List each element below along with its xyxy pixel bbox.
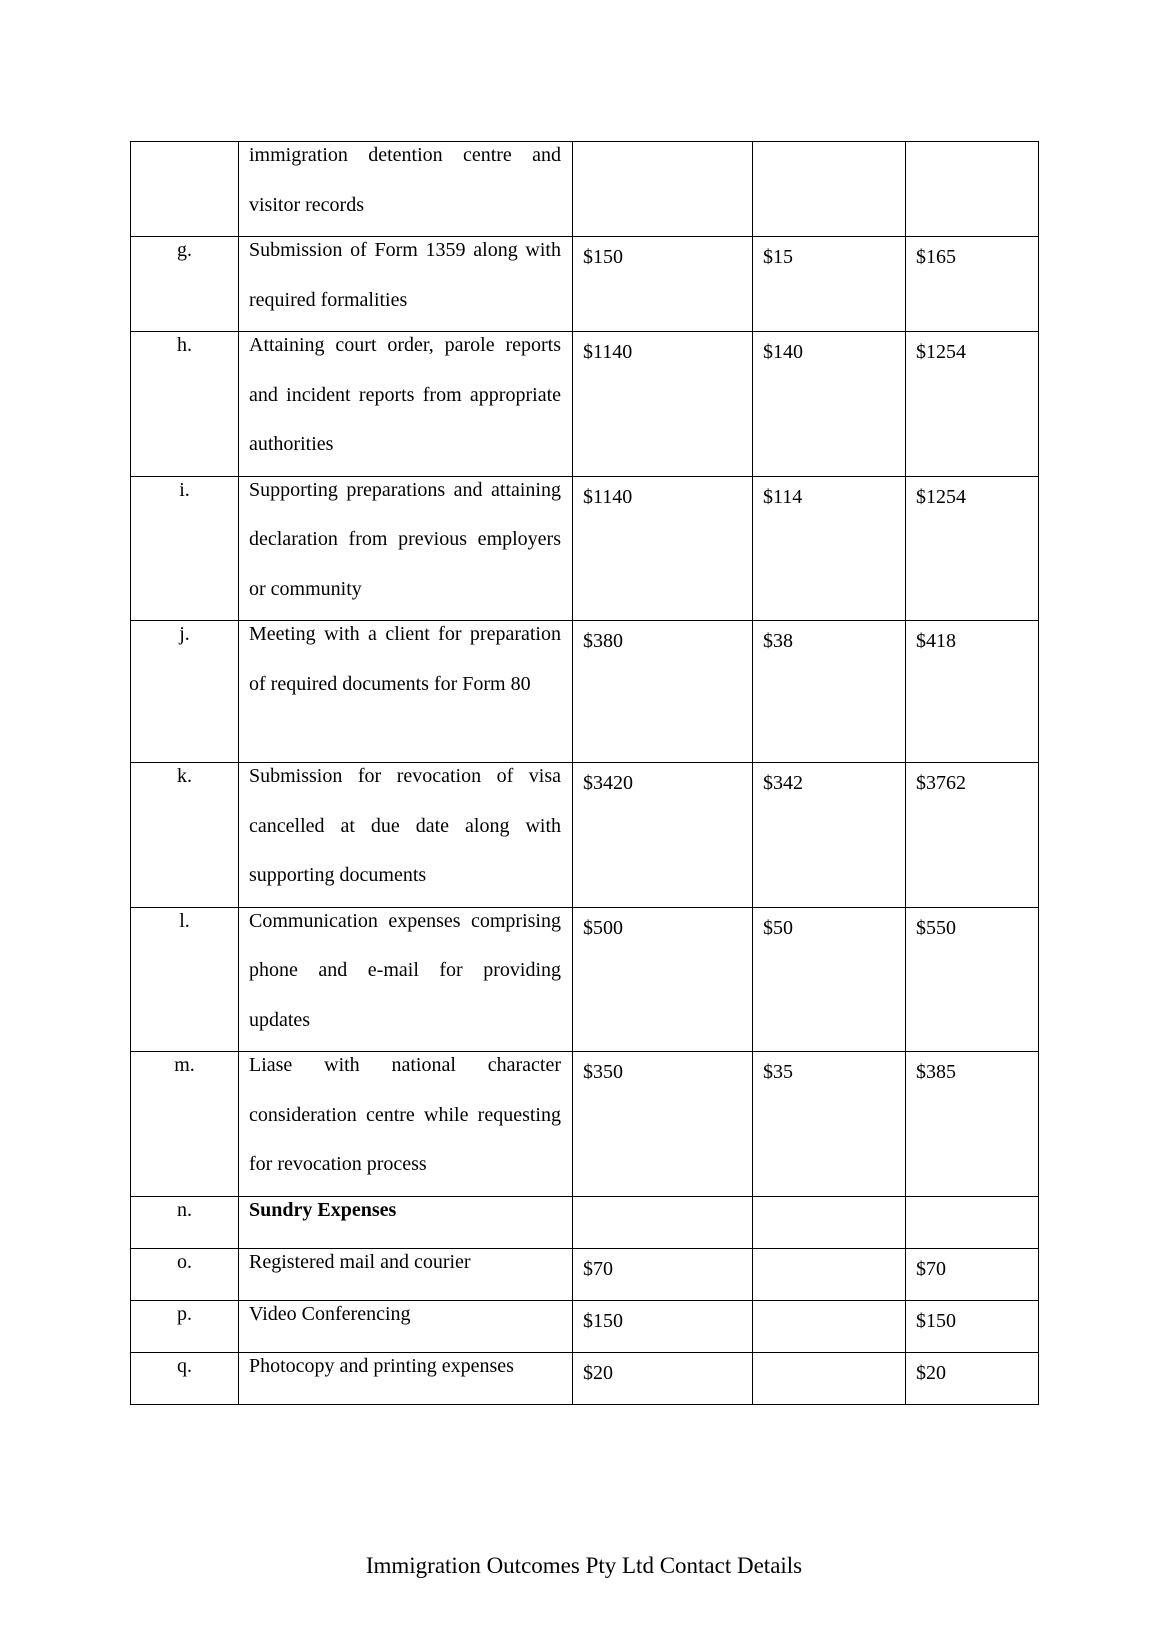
row-description-cell-text: Submission of Form 1359 along with required formalities bbox=[249, 239, 561, 311]
table-row bbox=[131, 237, 1039, 332]
row-total-cell bbox=[906, 907, 1039, 1052]
row-total-cell-text: $1254 bbox=[916, 485, 966, 508]
row-description-cell bbox=[239, 763, 573, 908]
row-id-cell bbox=[131, 763, 239, 908]
row-fee-cell bbox=[573, 763, 753, 908]
row-fee-cell bbox=[573, 1196, 753, 1248]
row-gst-cell bbox=[753, 1196, 906, 1248]
row-description-cell-text: Attaining court order, parole reports and incident reports from appropriate authorities bbox=[249, 334, 561, 455]
row-total-cell bbox=[906, 621, 1039, 763]
row-gst-cell bbox=[753, 1052, 906, 1197]
row-total-cell-text: $418 bbox=[916, 630, 956, 652]
row-total-cell bbox=[906, 1300, 1039, 1352]
row-total-cell bbox=[906, 763, 1039, 908]
row-description-cell bbox=[239, 621, 573, 763]
row-gst-cell bbox=[753, 476, 906, 621]
row-fee-cell-text: $380 bbox=[583, 630, 623, 652]
row-id-cell bbox=[131, 621, 239, 763]
row-id-cell bbox=[131, 1052, 239, 1197]
row-total-cell bbox=[906, 332, 1039, 477]
row-id-cell bbox=[131, 1352, 239, 1404]
row-total-cell-text: $20 bbox=[916, 1361, 946, 1384]
fee-table-body bbox=[131, 142, 1039, 1405]
row-gst-cell bbox=[753, 142, 906, 237]
row-id-cell-text: g. bbox=[177, 239, 192, 261]
row-id-cell bbox=[131, 142, 239, 237]
row-total-cell-text: $150 bbox=[916, 1309, 956, 1332]
row-gst-cell bbox=[753, 907, 906, 1052]
row-gst-cell-text: $38 bbox=[763, 630, 793, 652]
row-gst-cell bbox=[753, 621, 906, 763]
row-description-cell bbox=[239, 142, 573, 237]
row-description-cell-text: Liase with national character consideration centre while requesting for revocation process bbox=[249, 1054, 561, 1175]
row-gst-cell bbox=[753, 1300, 906, 1352]
row-fee-cell-text: $1140 bbox=[583, 341, 633, 363]
row-description-cell bbox=[239, 332, 573, 477]
row-fee-cell bbox=[573, 237, 753, 332]
row-description-cell-text: immigration detention centre and visitor records bbox=[249, 144, 561, 216]
row-total-cell-text: $385 bbox=[916, 1061, 956, 1083]
row-id-cell bbox=[131, 1300, 239, 1352]
table-row bbox=[131, 763, 1039, 908]
row-total-cell bbox=[906, 476, 1039, 621]
row-description-cell bbox=[239, 1052, 573, 1197]
row-description-cell bbox=[239, 237, 573, 332]
row-gst-cell-text: $35 bbox=[763, 1061, 793, 1083]
row-total-cell bbox=[906, 1248, 1039, 1300]
row-fee-cell bbox=[573, 1352, 753, 1404]
row-id-cell-text: l. bbox=[179, 909, 190, 932]
row-fee-cell-text: $500 bbox=[583, 916, 623, 939]
row-total-cell bbox=[906, 1196, 1039, 1248]
row-gst-cell-text: $114 bbox=[763, 485, 803, 508]
row-total-cell-text: $165 bbox=[916, 246, 956, 268]
table-row bbox=[131, 1352, 1039, 1404]
fee-schedule-table bbox=[130, 141, 1039, 1405]
row-id-cell-text: j. bbox=[179, 623, 190, 645]
row-gst-cell bbox=[753, 1248, 906, 1300]
row-gst-cell bbox=[753, 237, 906, 332]
row-fee-cell bbox=[573, 1248, 753, 1300]
row-description-cell-text: Sundry Expenses bbox=[249, 1198, 397, 1221]
row-fee-cell-text: $350 bbox=[583, 1061, 623, 1083]
row-id-cell-text: h. bbox=[177, 334, 192, 356]
row-description-cell bbox=[239, 907, 573, 1052]
row-id-cell-text: o. bbox=[177, 1250, 192, 1273]
row-total-cell bbox=[906, 1352, 1039, 1404]
row-id-cell bbox=[131, 237, 239, 332]
row-description-cell bbox=[239, 476, 573, 621]
table-row bbox=[131, 332, 1039, 477]
row-fee-cell bbox=[573, 1052, 753, 1197]
row-fee-cell bbox=[573, 142, 753, 237]
row-fee-cell-text: $1140 bbox=[583, 485, 633, 508]
row-description-cell bbox=[239, 1352, 573, 1404]
row-id-cell-text: n. bbox=[177, 1198, 192, 1221]
row-fee-cell-text: $150 bbox=[583, 1309, 623, 1332]
row-total-cell-text: $550 bbox=[916, 916, 956, 939]
row-total-cell bbox=[906, 237, 1039, 332]
row-id-cell-text: m. bbox=[174, 1054, 195, 1076]
row-total-cell-text: $1254 bbox=[916, 341, 966, 363]
row-gst-cell bbox=[753, 763, 906, 908]
row-total-cell bbox=[906, 1052, 1039, 1197]
contact-details-heading: Immigration Outcomes Pty Ltd Contact Details bbox=[365, 1553, 803, 1578]
row-description-cell-text: Registered mail and courier bbox=[249, 1250, 471, 1273]
row-id-cell-text: k. bbox=[177, 765, 192, 787]
row-gst-cell bbox=[753, 1352, 906, 1404]
row-description-cell-text: Photocopy and printing expenses bbox=[249, 1354, 514, 1377]
row-description-cell-text: Communication expenses comprising phone and e-mail for providing updates bbox=[249, 909, 561, 1031]
row-gst-cell-text: $15 bbox=[763, 246, 793, 268]
row-id-cell-text: i. bbox=[179, 478, 190, 501]
row-total-cell-text: $70 bbox=[916, 1257, 946, 1280]
row-fee-cell-text: $3420 bbox=[583, 772, 633, 794]
row-gst-cell-text: $50 bbox=[763, 916, 793, 939]
row-fee-cell-text: $150 bbox=[583, 246, 623, 268]
row-description-cell-text: Supporting preparations and attaining declaration from previous employers or community bbox=[249, 478, 561, 600]
row-id-cell bbox=[131, 476, 239, 621]
row-fee-cell-text: $20 bbox=[583, 1361, 613, 1384]
row-fee-cell bbox=[573, 621, 753, 763]
row-gst-cell-text: $140 bbox=[763, 341, 803, 363]
row-fee-cell bbox=[573, 907, 753, 1052]
row-fee-cell-text: $70 bbox=[583, 1257, 613, 1280]
row-gst-cell-text: $342 bbox=[763, 772, 803, 794]
row-description-cell-text: Video Conferencing bbox=[249, 1302, 411, 1325]
row-id-cell bbox=[131, 332, 239, 477]
row-fee-cell bbox=[573, 332, 753, 477]
row-total-cell-text: $3762 bbox=[916, 772, 966, 794]
row-id-cell-text: q. bbox=[177, 1354, 192, 1377]
row-description-cell-text: Submission for revocation of visa cancelled at due date along with supporting documents bbox=[249, 765, 561, 886]
row-gst-cell bbox=[753, 332, 906, 477]
row-id-cell bbox=[131, 907, 239, 1052]
row-total-cell bbox=[906, 142, 1039, 237]
row-id-cell bbox=[131, 1196, 239, 1248]
row-id-cell bbox=[131, 1248, 239, 1300]
table-row bbox=[131, 1052, 1039, 1197]
table-row bbox=[131, 142, 1039, 237]
row-id-cell-text: p. bbox=[177, 1302, 192, 1325]
table-row bbox=[131, 476, 1039, 621]
row-fee-cell bbox=[573, 476, 753, 621]
table-row bbox=[131, 907, 1039, 1052]
table-row bbox=[131, 621, 1039, 763]
row-description-cell-text: Meeting with a client for preparation of required documents for Form 80 bbox=[249, 623, 561, 695]
row-fee-cell bbox=[573, 1300, 753, 1352]
